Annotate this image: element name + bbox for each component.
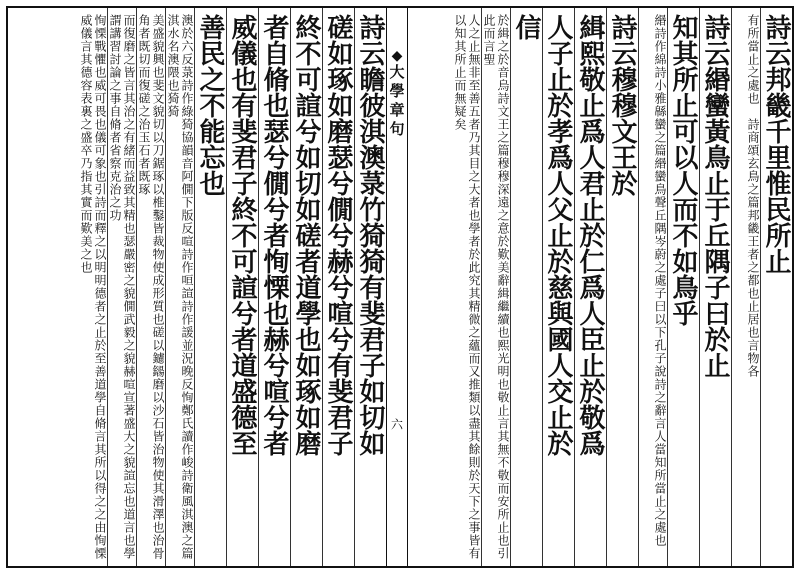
left-half-page (8, 8, 386, 566)
main-text-column: 人子止於孝爲人父止於慈與國人交止於 (542, 8, 574, 566)
commentary-column: 澳於六反菉詩作綠猗協韻音阿僩下版反喧詩作咺諠詩作諼並況晚反恂鄭氏讀作峻詩衛風淇澳之篇淇水名澳隈也猗猗 (165, 8, 194, 566)
fish-tail-mark: ◆ (391, 48, 403, 64)
commentary-column: 有所當止之處也 詩商頌玄鳥之篇邦畿王者之都也止居也言物各 (731, 8, 760, 566)
main-text-column: 者自脩也瑟兮僩兮者恂慄也赫兮喧兮者 (258, 8, 290, 566)
main-text-column: 信 (510, 8, 542, 566)
main-text-column: 詩云穆穆文王於 (606, 8, 638, 566)
book-title: 大學章句 (387, 64, 406, 140)
right-half-page (404, 8, 792, 566)
page-frame (6, 6, 794, 568)
main-text-column: 知其所止可以人而不如鳥乎 (667, 8, 699, 566)
center-gutter (386, 8, 408, 566)
commentary-column: 恂慄戰懼也威可畏也儀可象也引詩而釋之以明明德者之止於至善道學自脩言其所以得之之由恂慄威儀言其德容表裏之盛卒乃指其實而歎美之也 (79, 14, 107, 560)
main-text-column: 善民之不能忘也 (194, 8, 226, 566)
main-text-column: 詩云邦畿千里惟民所止 (760, 8, 792, 566)
commentary-column: 緡詩作綿詩小雅緜蠻之篇緡蠻鳥聲丘隅岑蔚之處子曰以下孔子說詩之辭言人當知所當止之處也 (638, 8, 667, 566)
page-number: 六 (389, 418, 404, 430)
commentary-column: 於緝之於音烏詩文王之篇穆穆深遠之意於歎美辭緝繼續也熙光明也敬止言其無不敬而安所止也引此而言聖 (481, 8, 510, 566)
main-text-column: 威儀也有斐君子終不可諠兮者道盛德至 (226, 8, 258, 566)
commentary-column: 人之止無非至善五者乃其目之大者也學者於此究其精微之蘊而又推類以盡其餘則於天下之事皆有以知其所止而無疑矣 (453, 14, 481, 560)
commentary-column: 而復磨之皆言其治之有緒而益致其精也瑟嚴密之貌僩武毅之貌赫喧宣著盛大之貌諠忘也道言也學謂講習討論之事自脩者省察克治之功 (107, 8, 136, 566)
main-text-column: 詩云瞻彼淇澳菉竹猗猗有斐君子如切如 (354, 8, 386, 566)
main-text-column: 磋如琢如磨瑟兮僩兮赫兮喧兮有斐君子 (322, 8, 354, 566)
main-text-column: 詩云緡蠻黃鳥止于丘隅子曰於止 (699, 8, 731, 566)
commentary-column: 美盛貌興也斐文貌切以刀鋸琢以椎鑿皆裁物使成形質也磋以鑢鐋磨以沙石皆治物使其滑澤也治骨角者既切而復磋之治玉石者既琢 (136, 8, 165, 566)
main-text-column: 緝熙敬止爲人君止於仁爲人臣止於敬爲 (574, 8, 606, 566)
main-text-column: 終不可諠兮如切如磋者道學也如琢如磨 (290, 8, 322, 566)
